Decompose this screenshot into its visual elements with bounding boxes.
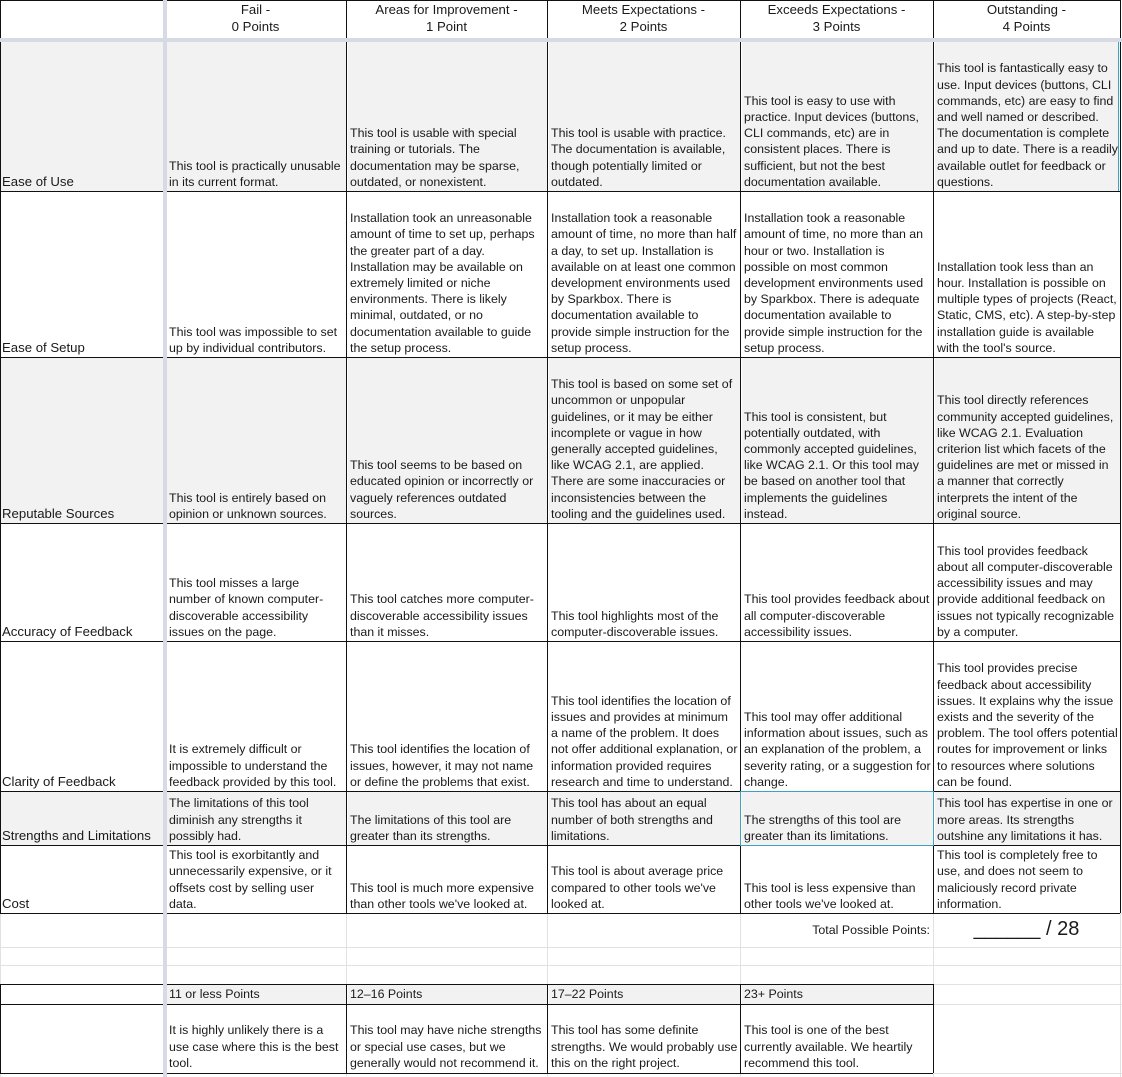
table-border [740,984,741,1073]
total-possible-points-label: Total Possible Points: [812,923,930,938]
gridline [1120,913,1121,1077]
table-border [740,0,741,913]
column-header-3[interactable] [740,0,933,38]
rubric-cell[interactable]: This tool highlights most of the computer-discoverable issues. [551,608,719,639]
rubric-cell[interactable]: This tool is usable with special training or tutorials. The documentation may be sparse, outdated, or nonexistent. [348,42,547,191]
score-band-range[interactable]: 12–16 Points [348,985,547,1004]
table-border [0,984,1,1073]
column-header-2[interactable] [547,0,740,38]
rubric-cell[interactable]: This tool is exorbitantly and unnecessarily expensive, or it offsets cost by selling user data. [169,848,332,911]
rubric-cell[interactable]: This tool may offer additional information about issues, such as an explanation of the problem, a severity rating, or a suggestion for change. [744,709,931,789]
selection-edge [1118,42,1122,191]
rubric-cell[interactable]: This tool is practically unusable in its current format. [167,42,346,191]
rubric-cell[interactable]: This tool is usable with practice. The documentation is available, though potentially limited or outdated. [549,42,740,191]
rubric-cell[interactable]: This tool is based on some set of uncommon or unpopular guidelines, or it may be either incomplete or vague in how generally accepted guidelines, like WCAG 2.1, are applied. There are some inaccuracies or inconsistencies between the tooling and the guidelines used. [549,357,740,523]
rubric-cell[interactable]: This tool is completely free to use, and does not seem to maliciously record private information. [937,848,1098,911]
table-border [346,984,347,1073]
row-label[interactable]: Ease of Setup [2,339,85,355]
table-border [0,357,1120,358]
table-border [0,0,1120,1]
rubric-cell[interactable]: This tool is entirely based on opinion or unknown sources. [167,357,346,523]
total-score-field[interactable]: ______ / 28 [973,918,1080,941]
rubric-cell[interactable]: Installation took a reasonable amount of time, no more than half a day, to set up. Installation is available on at least one common development environments used by Sparkbox. There is documentation available to provide simple instruction for the setup process. [551,211,737,355]
table-border [0,1073,933,1074]
rubric-cell[interactable]: This tool catches more computer-discoverable accessibility issues than it misses. [350,592,534,639]
rubric-cell[interactable]: This tool is consistent, but potentially outdated, with commonly accepted guidelines, like WCAG 2.1. Or this tool may be based on another tool that implements the guidelines instead. [742,357,933,523]
rubric-cell[interactable]: This tool is much more expensive than other tools we've looked at. [350,880,534,911]
score-band-description[interactable]: This tool is one of the best currently available. We heartily recommend this tool. [744,1023,913,1070]
frozen-row-divider[interactable] [0,38,1122,42]
column-header-4[interactable] [933,0,1120,38]
score-band-description[interactable]: This tool has some definite strengths. We would probably use this on the right project. [551,1023,738,1070]
rubric-cell[interactable]: Installation took an unreasonable amount of time to set up, perhaps the greater part of a day. Installation may be available on extremely limited or niche environments. There is likely minimal, outdated, or no documentation available to guide the setup process. [350,211,535,355]
table-border [0,641,1120,642]
rubric-cell[interactable]: This tool is easy to use with practice. Input devices (buttons, CLI commands, etc) are in consistent places. There is sufficient, but not the best documentation available. [742,42,933,191]
rubric-cell[interactable]: This tool seems to be based on educated opinion or incorrectly or vaguely references outdated sources. [348,357,547,523]
table-border [547,0,548,913]
rubric-cell[interactable]: The limitations of this tool diminish any strengths it possibly had. [167,791,346,845]
rubric-cell[interactable]: This tool was impossible to set up by individual contributors. [169,324,338,355]
rubric-cell[interactable]: The strengths of this tool are greater than its limitations. [742,791,933,845]
table-border [0,791,1120,792]
score-band-description[interactable]: It is highly unlikely there is a use case where this is the best tool. [169,1023,339,1070]
row-label[interactable]: Ease of Use [0,42,164,191]
table-border [933,0,934,913]
rubric-cell[interactable]: This tool misses a large number of known computer-discoverable accessibility issues on the page. [169,576,324,639]
column-header-title: Exceeds Expectations - [767,2,906,17]
table-border [0,913,1120,914]
frozen-column-divider[interactable] [163,0,167,1077]
column-header-points: 2 Points [619,18,668,34]
column-header-1[interactable] [346,0,547,38]
gridline [0,965,1122,966]
column-header-points: 4 Points [1002,18,1051,34]
table-border [0,523,1120,524]
table-border [0,1004,933,1005]
row-label[interactable]: Strengths and Limitations [0,791,164,845]
selected-cell[interactable] [740,791,934,846]
rubric-cell[interactable]: This tool directly references community accepted guidelines, like WCAG 2.1. Evaluation criterion list which facets of the guidelines are met or missed in a manner that correctly interprets the intent of the original source. [935,357,1120,523]
table-border [547,984,548,1073]
table-border [0,845,1120,846]
column-header-points: 1 Point [425,18,468,34]
score-band-description[interactable]: This tool may have niche strengths or special use cases, but we generally would not recommend it. [350,1023,542,1070]
column-header-0[interactable] [165,0,346,38]
table-border [0,191,1120,192]
rubric-cell[interactable]: This tool identifies the location of issues and provides at minimum a name of the problem. It does not offer additional explanation, or information provided requires research and time to understand. [551,693,738,789]
rubric-cell[interactable]: This tool identifies the location of issues, however, it may not name or define the problems that exist. [350,742,534,789]
rubric-cell[interactable]: This tool provides feedback about all computer-discoverable accessibility issues and may provide additional feedback on issues not typically recognizable by a computer. [937,543,1115,639]
table-border [0,0,1,913]
column-header-title: Outstanding - [986,2,1067,17]
table-border [0,984,933,985]
rubric-cell[interactable]: Installation took less than an hour. Installation is possible on multiple types of projects (React, Static, CMS, etc). A step-by-step installation guide is available with the tool's source. [937,259,1117,355]
row-label[interactable]: Accuracy of Feedback [2,623,133,639]
rubric-cell[interactable]: This tool has expertise in one or more areas. Its strengths outshine any limitations it has. [935,791,1120,845]
corner-cell[interactable] [0,0,164,38]
rubric-cell[interactable]: This tool provides precise feedback about accessibility issues. It explains why the issue exists and the severity of the problem. The tool offers potential routes for improvement or links to resources where solutions can be found. [937,661,1118,789]
rubric-cell[interactable]: This tool is less expensive than other tools we've looked at. [744,880,916,911]
row-label[interactable]: Cost [2,895,30,911]
column-header-title: Meets Expectations - [581,2,706,17]
rubric-cell[interactable]: This tool is about average price compared to other tools we've looked at. [551,864,724,911]
column-header-title: Fail - [240,2,271,17]
rubric-cell[interactable]: It is extremely difficult or impossible to understand the feedback provided by this tool. [169,742,337,789]
score-band-range[interactable]: 23+ Points [742,985,933,1004]
column-header-title: Areas for Improvement - [375,2,518,17]
score-band-range[interactable]: 17–22 Points [549,985,740,1004]
row-label[interactable]: Clarity of Feedback [2,773,116,789]
column-header-points: 0 Points [231,18,280,34]
table-border [933,984,934,1073]
gridline [0,947,1122,948]
rubric-cell[interactable]: This tool provides feedback about all computer-discoverable accessibility issues. [744,592,930,639]
table-border [346,0,347,913]
rubric-cell[interactable]: The limitations of this tool are greater than its strengths. [348,791,547,845]
column-header-points: 3 Points [812,18,861,34]
row-label[interactable]: Reputable Sources [0,357,164,523]
rubric-cell[interactable]: This tool is fantastically easy to use. Input devices (buttons, CLI commands, etc) are easy to find and well named or described. The documentation is complete and up to date. There is a readily available outlet for feedback or questions. [935,42,1120,191]
score-band-range[interactable]: 11 or less Points [167,985,346,1004]
rubric-cell[interactable]: Installation took a reasonable amount of time, no more than an hour or two. Installation is possible on most common development environments used by Sparkbox. There is adequate documentation available to provide simple instruction for the setup process. [744,211,924,355]
rubric-cell[interactable]: This tool has about an equal number of both strengths and limitations. [549,791,740,845]
